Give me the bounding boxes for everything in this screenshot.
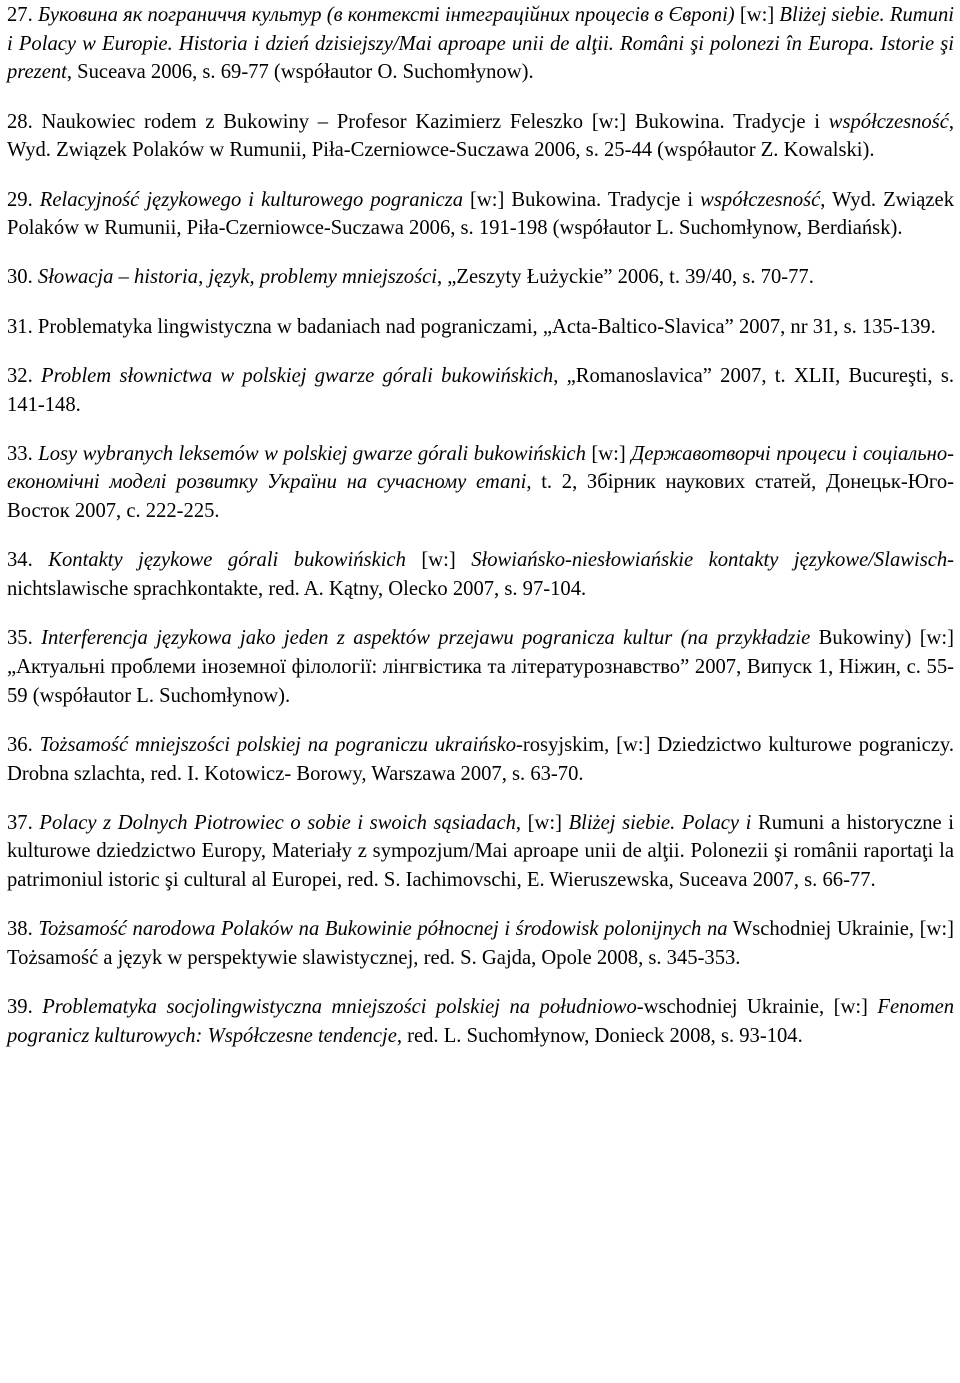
bibliography-entry [7, 546, 954, 603]
bibliography-entry [7, 108, 954, 165]
entry-text: 28. Naukowiec rodem z Bukowiny – Profesor Kazimierz Feleszko [w:] Bukowina. Tradycje i [7, 110, 829, 133]
entry-title-italic: Bliżej siebie. Rumuni i Polacy w Europie. Historia i dzień dzisiejszy/Mai aproape unii de alţii. Români şi polonezi în Europa. Istorie şi prezent [7, 4, 954, 84]
entry-title-italic: Буковина як пограниччя культур (в контексті інтеграційних процесів в Європі) [37, 4, 735, 26]
bibliography-entry [7, 731, 954, 788]
entry-text: Bukowiny) [w:] „Актуальні проблеми іноземної філології: лінгвістика та літературознавство” 2007, Випуск 1, Ніжин, с. 55-59 (współautor L. Suchomłynow). [7, 627, 955, 707]
entry-title-italic: współczesność [828, 110, 949, 133]
entry-text: [w:] [585, 442, 632, 465]
entry-title-italic: Tożsamość narodowa Polaków na Bukowinie północnej i środowisk polonijnych na [38, 918, 728, 941]
entry-title-italic: Problem słownictwa w polskiej gwarze górali bukowińskich [41, 364, 554, 387]
entry-text: [w:] Bukowina. Tradycje i [463, 188, 701, 211]
entry-text: 33. [7, 442, 39, 465]
entry-text: , t. 2, Збірник наукових статей, Донецьк-Юго-Восток 2007, с. 222-225. [7, 471, 954, 523]
entry-text: , red. L. Suchomłynow, Donieck 2008, s. 93-104. [396, 1024, 803, 1047]
entry-text: 39. [7, 996, 43, 1019]
entry-text: [w:] [405, 549, 472, 572]
entry-text: -rosyjskim, [w:] Dziedzictwo kulturowe pograniczy. Drobna szlachta, red. I. Kotowicz- Borowy, Warszawa 2007, s. 63-70. [7, 733, 954, 785]
entry-text: 36. [7, 733, 40, 756]
bibliography-entry [7, 362, 954, 419]
entry-text: -nichtslawische sprachkontakte, red. A. Kątny, Olecko 2007, s. 97-104. [7, 549, 955, 601]
bibliography-entry [7, 1, 954, 87]
bibliography-entry [7, 809, 954, 895]
entry-title-italic: Problematyka socjolingwistyczna mniejszości polskiej na południowo [42, 996, 637, 1019]
bibliography-entry [7, 263, 954, 292]
entry-text: 34. [7, 549, 49, 572]
entry-text: , Wyd. Związek Polaków w Rumunii, Piła-Czerniowce-Suczawa 2006, s. 25-44 (współautor Z. Kowalski). [7, 110, 954, 162]
entry-text: 35. [7, 627, 42, 650]
bibliography-entry [7, 915, 954, 972]
entry-text: 38. [7, 918, 39, 941]
entry-text: [w:] [734, 4, 780, 26]
entry-text: 27. [7, 4, 38, 26]
entry-title-italic: Bliżej siebie. Polacy i [568, 811, 752, 834]
entry-title-italic: Державотворчі процеси і соціально-економічні моделі розвитку України на сучасному етапі [7, 442, 954, 494]
entry-title-italic: Słowiańsko-niesłowiańskie kontakty językowe/Slawisch [471, 549, 948, 572]
entry-title-italic: Kontakty językowe górali bukowińskich [48, 549, 406, 572]
entry-text: Wschodniej Ukrainie, [w:] Tożsamość a język w perspektywie slawistycznej, red. S. Gajda, Opole 2008, s. 345-353. [7, 918, 954, 970]
entry-text: 29. [7, 188, 40, 211]
entry-text: , „Romanoslavica” 2007, t. XLII, Bucureşti, s. 141-148. [7, 364, 954, 416]
entry-title-italic: współczesność [700, 188, 821, 211]
entry-title-italic: Interferencja językowa jako jeden z aspektów przejawu pogranicza kultur (na przykładzie [41, 627, 811, 650]
entry-text: 30. [7, 266, 38, 289]
bibliography-entry [7, 313, 954, 342]
entry-text: Rumuni a historyczne i kulturowe dziedzictwo Europy, Materiały z sympozjum/Mai aproape unii de alţii. Polonezii şi românii raportaţi la patrimoniul istoric şi cultural al Europei, red. S. Iachimovschi, E. Wieruszewska, Suceava 2007, s. 66-77. [7, 811, 955, 892]
bibliography-entry [7, 624, 954, 710]
entry-text: , Suceava 2006, s. 69-77 (współautor O. Suchomłynow). [66, 61, 534, 84]
entry-text: , [w:] [515, 811, 569, 834]
entry-title-italic: Polacy z Dolnych Piotrowiec o sobie i swoich sąsiadach [39, 811, 516, 834]
entry-text: 32. [7, 364, 42, 387]
entry-title-italic: Losy wybranych leksemów w polskiej gwarze górali bukowińskich [38, 442, 586, 465]
entry-text: 37. [7, 811, 40, 834]
bibliography-entry [7, 440, 954, 526]
entry-text: -wschodniej Ukrainie, [w:] [636, 996, 878, 1019]
bibliography-entry [7, 993, 954, 1050]
entry-title-italic: Słowacja – historia, język, problemy mniejszości [37, 266, 437, 289]
entry-title-italic: Fenomen pogranicz kulturowych: Współczesne tendencje [7, 996, 955, 1047]
entry-title-italic: Tożsamość mniejszości polskiej na pograniczu ukraińsko [39, 733, 517, 756]
entry-text: , „Zeszyty Łużyckie” 2006, t. 39/40, s. 70-77. [436, 266, 814, 289]
entry-text: 31. Problematyka lingwistyczna w badaniach nad pograniczami, „Acta-Baltico-Slavica” 2007, nr 31, s. 135-139. [7, 315, 936, 338]
bibliography-list [0, 1, 960, 1051]
bibliography-entry [7, 186, 954, 243]
entry-title-italic: Relacyjność językowego i kulturowego pogranicza [39, 188, 463, 211]
entry-text: , Wyd. Związek Polaków w Rumunii, Piła-Czerniowce-Suczawa 2006, s. 191-198 (współautor L. Suchomłynow, Berdiańsk). [7, 188, 954, 240]
